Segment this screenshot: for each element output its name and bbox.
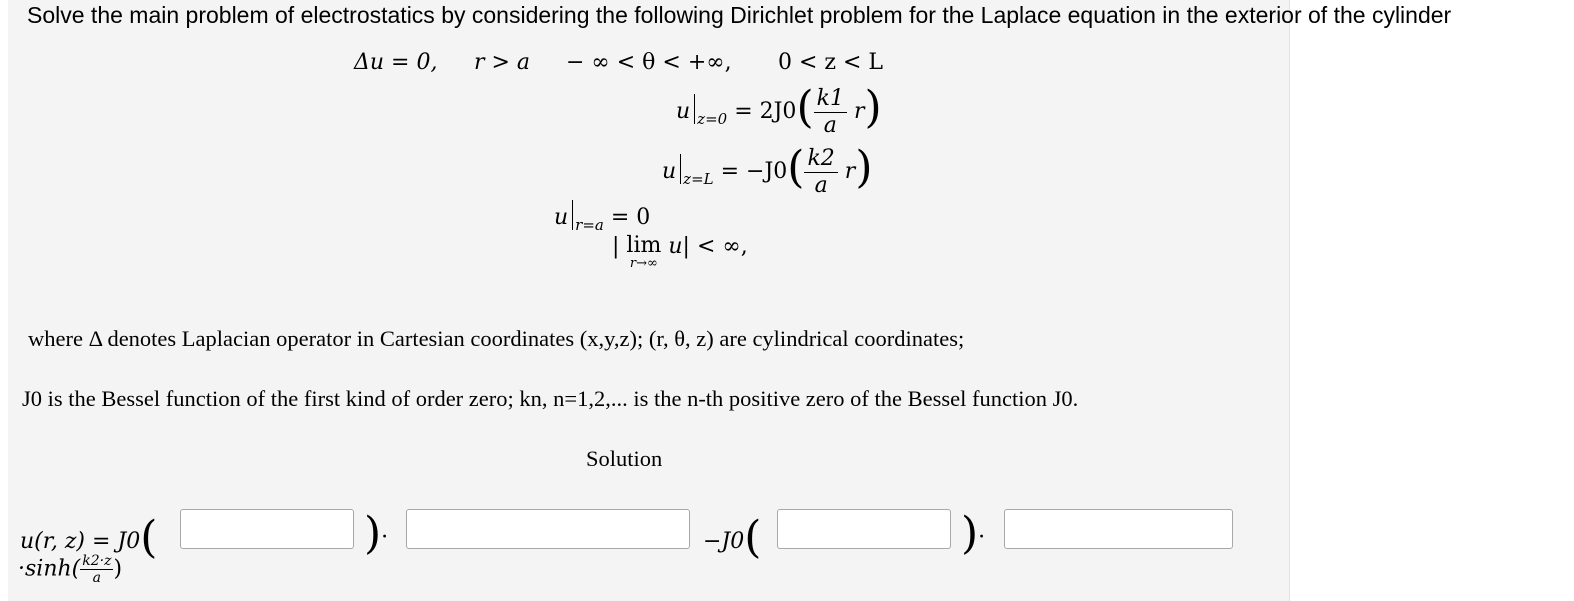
bc-zL [662, 142, 873, 197]
where-line-1: where Δ denotes Laplacian operator in Cartesian coordinates (x,y,z); (r, θ, z) are cylindrical coordinates; [28, 326, 965, 351]
eval-bar [694, 94, 695, 124]
bc-ra-sub: r=a [575, 216, 604, 234]
bc-ra-u: u [554, 205, 569, 230]
z-range: 0 < z < L [778, 50, 884, 75]
bc-z0 [676, 82, 882, 137]
bc-zL-var: r [844, 159, 856, 184]
solution-lhs-text: u(r, z) = J0 [20, 529, 141, 554]
bc-zL-den: a [814, 172, 828, 198]
laplace-equation: Δu = 0, [354, 50, 438, 75]
answer-input-1[interactable] [180, 509, 354, 549]
bc-zL-num: k2 [804, 148, 837, 173]
solution-heading: Solution [586, 446, 663, 471]
sinh-den: a [92, 570, 102, 586]
paren-open: ( [787, 142, 805, 193]
minus-j0: −J0 [703, 529, 745, 554]
paren-close: ) [864, 82, 882, 133]
bc-z0-var: r [853, 99, 865, 124]
paren-open: ( [140, 512, 158, 563]
sinh-num: k2·z [82, 553, 112, 569]
bc-zL-rhs: = −J0 [720, 159, 788, 184]
eval-bar [680, 154, 681, 184]
dot-operator: · [381, 525, 389, 550]
lim-body: u [668, 234, 683, 259]
bc-z0-den: a [823, 112, 837, 138]
answer-input-3[interactable] [777, 509, 951, 549]
lim-tail: < ∞, [696, 234, 748, 259]
paren-close: ) [855, 142, 873, 193]
lim-sub: r→∞ [629, 256, 658, 272]
sinh-term [18, 554, 122, 585]
paren-open: ( [744, 512, 762, 563]
bc-z0-u: u [676, 99, 691, 124]
paren-open: ( [796, 82, 814, 133]
answer-input-2[interactable] [406, 509, 690, 549]
bc-zL-u: u [662, 159, 677, 184]
radius-condition: r > a [474, 50, 531, 75]
bc-z0-rhs: = 2J0 [734, 99, 797, 124]
bc-z0-sub: z=0 [697, 110, 728, 128]
problem-intro: Solve the main problem of electrostatics by considering the following Dirichlet problem for the Laplace equation in the exterior of the cylinder [27, 2, 1452, 28]
solution-mid-2 [703, 512, 762, 563]
bc-z0-num: k1 [814, 88, 847, 113]
sinh-prefix: ·sinh( [18, 556, 81, 582]
paren-close: ) [961, 508, 979, 559]
dot-operator: · [978, 525, 986, 550]
solution-mid-1 [364, 508, 389, 559]
paren-close: ) [364, 508, 382, 559]
where-line-2: J0 is the Bessel function of the first kind of order zero; kn, n=1,2,... is the n-th positive zero of the Bessel function J0. [22, 386, 1079, 411]
bc-ra [554, 200, 651, 234]
lim-word: lim [626, 233, 662, 258]
eval-bar [572, 200, 573, 230]
theta-range: − ∞ < θ < +∞, [566, 50, 732, 75]
solution-mid-3 [961, 508, 986, 559]
answer-input-4[interactable] [1004, 509, 1233, 549]
bc-ra-rhs: = 0 [610, 205, 651, 230]
limit-condition: | lim r→∞ u| < ∞, [612, 233, 748, 272]
sinh-suffix: ) [113, 556, 123, 582]
bc-zL-sub: z=L [683, 170, 714, 188]
